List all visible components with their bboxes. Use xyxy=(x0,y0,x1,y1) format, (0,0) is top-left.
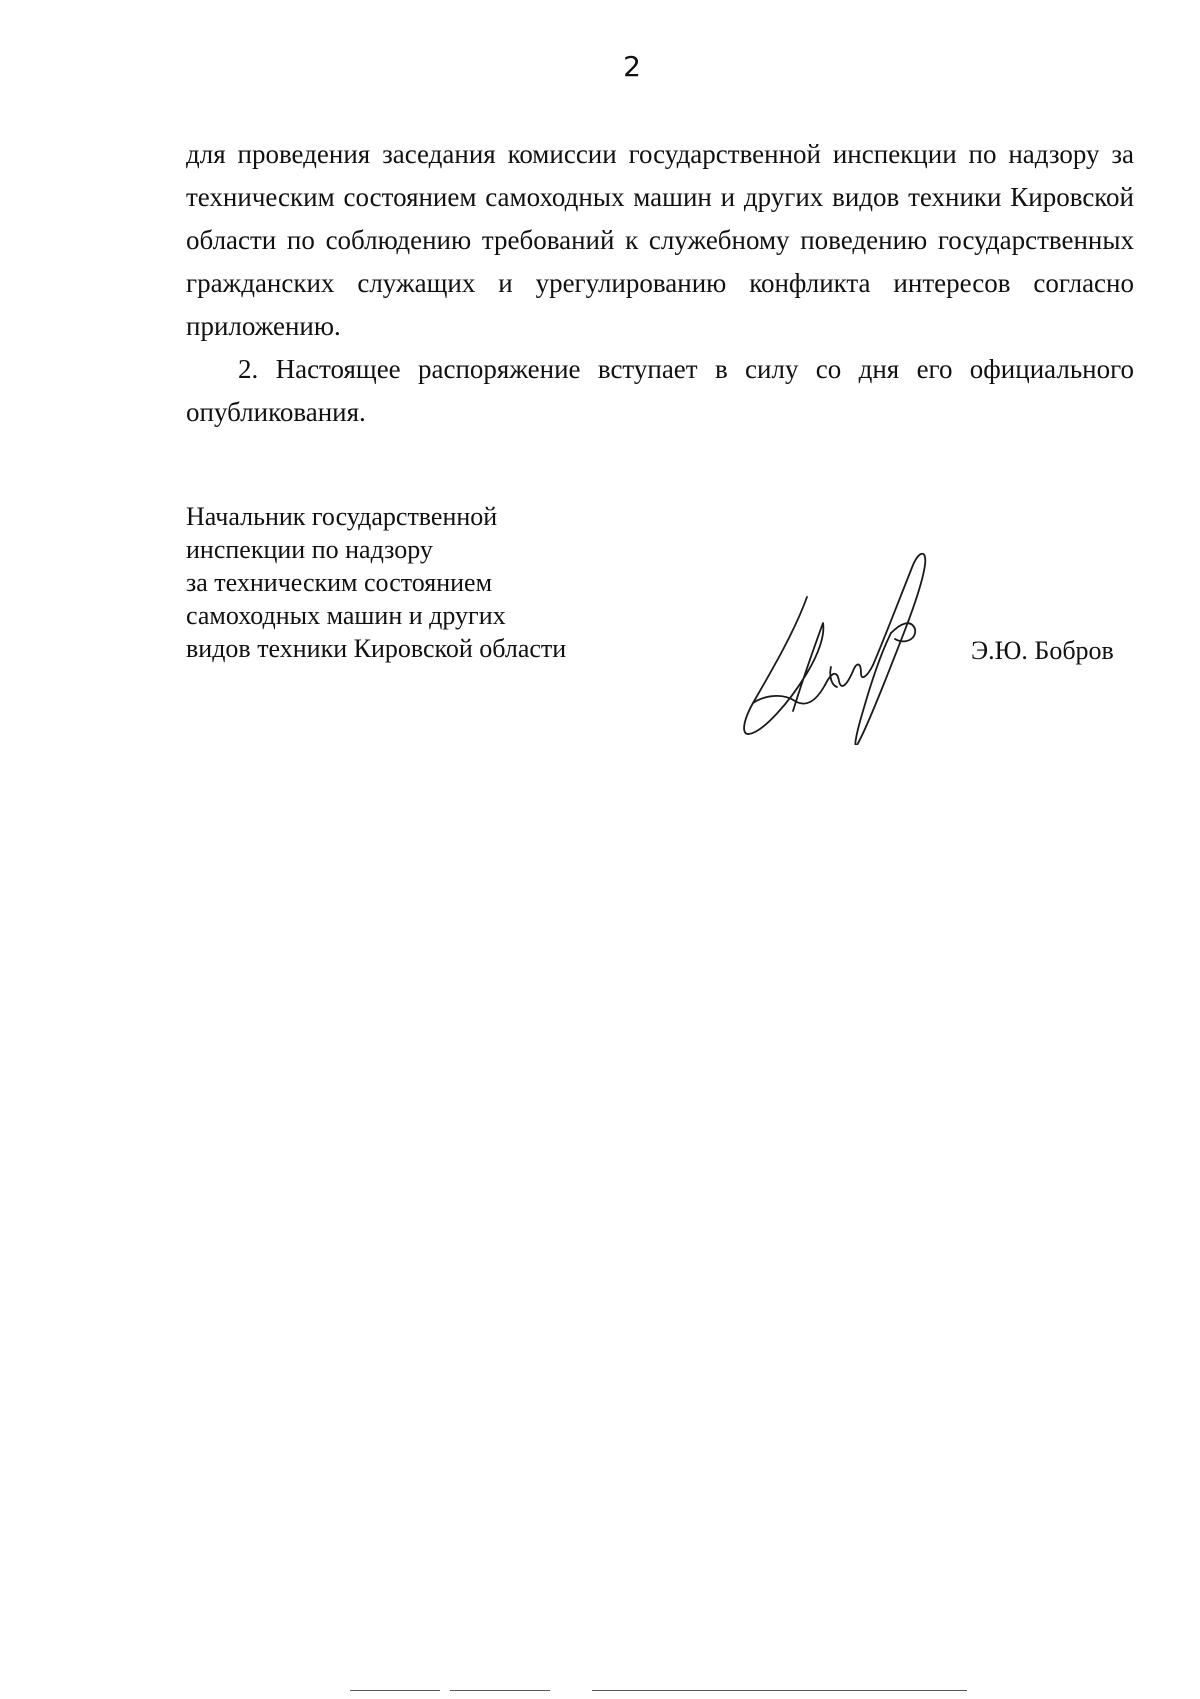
handwritten-signature xyxy=(735,535,940,745)
footer-scan-line xyxy=(450,1690,550,1691)
paragraph-2: 2. Настоящее распоряжение вступает в силу со дня его официального опубликования. xyxy=(186,354,1134,427)
document-body xyxy=(186,133,1134,434)
paragraph-continuation: для проведения заседания комиссии государственной инспекции по надзору за техническим состоянием самоходных машин и других видов техники Кировской области по соблюдению требований к служебному поведению государственных гражданских служащих и урегулированию конфликта интересов согласно приложению. xyxy=(186,139,1134,341)
footer-scan-line xyxy=(350,1690,440,1691)
signer-title-line: инспекции по надзору xyxy=(186,535,433,564)
signer-title-line: самоходных машин и других xyxy=(186,601,506,630)
page-number: 2 xyxy=(623,50,641,83)
signer-title-line: Начальник государственной xyxy=(186,502,498,531)
signer-title-line: видов техники Кировской области xyxy=(186,634,567,663)
footer-scan-line xyxy=(592,1690,967,1691)
signer-title xyxy=(186,500,626,665)
signer-name: Э.Ю. Бобров xyxy=(971,636,1114,665)
signer-title-line: за техническим состоянием xyxy=(186,568,493,597)
